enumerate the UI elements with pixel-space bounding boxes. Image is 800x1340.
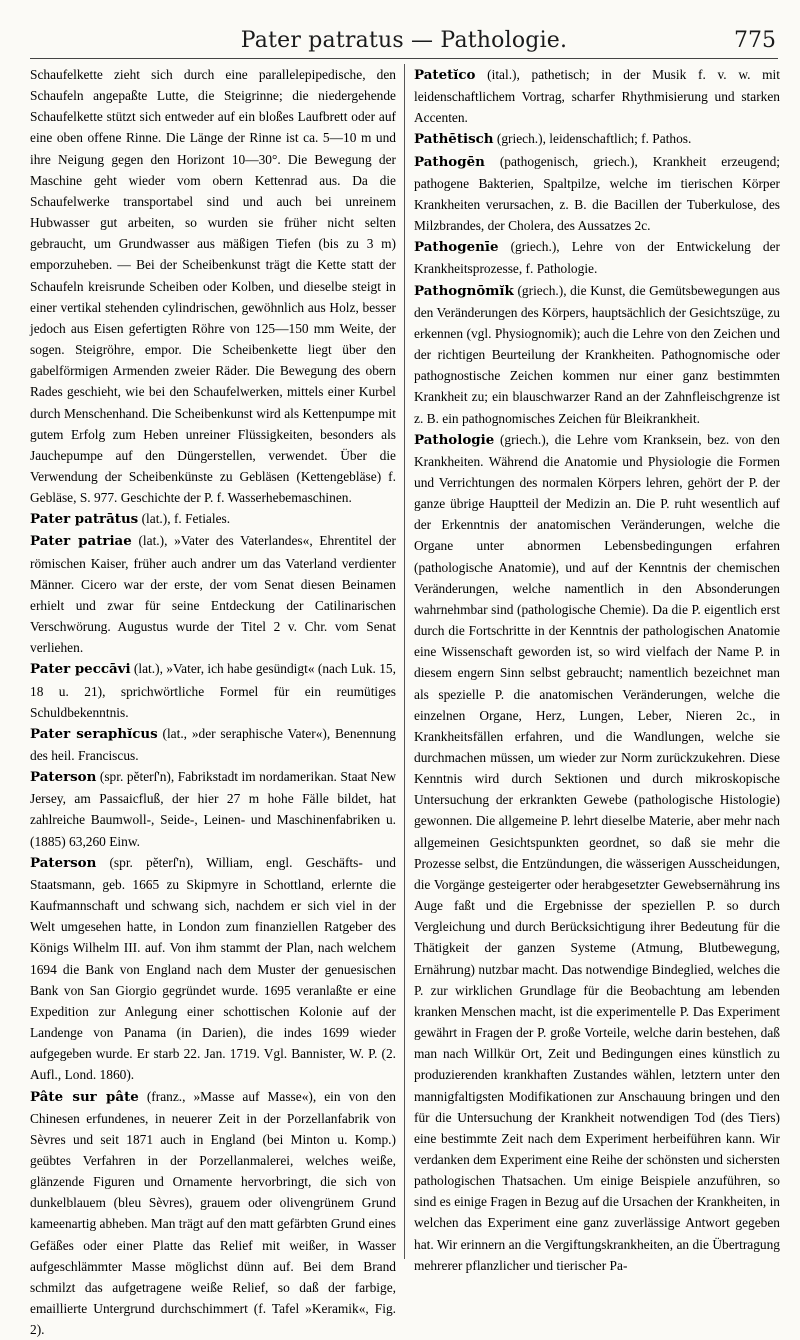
entry-headword: Paterson bbox=[30, 769, 96, 785]
entry-headword: Patetĭco bbox=[414, 67, 475, 83]
entry-headword: Pâte sur pâte bbox=[30, 1089, 139, 1105]
entry-text: (griech.), Lehre von der Entwickelung der Krankheitsprozesse, f. Pathologie. bbox=[414, 239, 780, 276]
entry-pater-patriae bbox=[30, 530, 396, 658]
page-header bbox=[30, 22, 778, 59]
entry-headword: Paterson bbox=[30, 855, 96, 871]
entry-headword: Pater peccāvi bbox=[30, 661, 131, 677]
entry-patetico bbox=[414, 64, 780, 128]
entry-pater-patratus bbox=[30, 508, 396, 530]
entry-headword: Pathētisch bbox=[414, 131, 494, 147]
continued-paragraph: Schaufelkette zieht sich durch eine parallelepipedische, den Schaufeln angepaßte Lutte, die Steigrinne; die niedergehende Schaufelkette stützt sich entweder auf ein bloßes Laufbrett oder auf eine oben offene Rinne. Die Länge der Rinne ist ca. 5—10 m und ihre Neigung gegen den Horizont 10—30°. Die Bewegung der Maschine geht wieder vom obern Kettenrad aus. Da die Schaufelwerke transportabel sind und auch bei unreinem Hubwasser gut arbeiten, so wurden sie früher nicht selten gebraucht, um Grundwasser aus mäßigen Tiefen (bis zu 3 m) emporzuheben. — Bei der Scheibenkunst trägt die Kette statt der Schaufeln kreisrunde Scheiben oder Kolben, und dieselbe steigt in einer vertikal stehenden cylindrischen, gewöhnlich aus Holz, besser jedoch aus Eisen gefertigten Röhre von 125—150 mm Weite, der sogen. Steigröhre, empor. Die Scheibenkette liegt über den gabelförmigen Armenden zweier Räder. Die Bewegung des obern Rades geschieht, wie bei den Schaufelwerken, mittels einer Kurbel durch Menschenhand. Die Scheibenkunst wird als Kettenpumpe mit gutem Erfolg zum Heben unreiner Flüssigkeiten, besonders als Jauchepumpe auf den Düngerstellen, verwendet. Über die Verwendung der Scheibenkünste zu Gebläsen (Kettengebläse) f. Gebläse, S. 977. Geschichte der P. f. Wasserhebemaschinen. bbox=[30, 64, 396, 508]
text-columns bbox=[30, 64, 778, 1259]
running-title: Pater patratus — Pathologie. bbox=[30, 28, 778, 53]
entry-headword: Pathognōmĭk bbox=[414, 283, 514, 299]
entry-text: (griech.), die Kunst, die Gemütsbewegungen aus den Veränderungen des Körpers, hauptsächlich der Gesichtszüge, zu erkennen (vgl. Physiognomik); auch die Lehre von den Zeichen und der richtigen Beurteilung der Krankheiten. Pathognomische oder pathognostische Zeichen kommen nur einer ganz bestimmten Krankheit zu; ein blauschwarzer Rand an der Zahnfleischgrenze ist z. B. ein pathognomisches Zeichen für Bleikrankheit. bbox=[414, 283, 780, 426]
entry-headword: Pater patrātus bbox=[30, 511, 138, 527]
entry-text: (pathogenisch, griech.), Krankheit erzeugend; pathogene Bakterien, Spaltpilze, welche im tierischen Körper Krankheiten verursachen, z. B. die Bacillen der Tuberkulose, des Milzbrandes, der Cholera, des Aussatzes 2c. bbox=[414, 154, 780, 233]
entry-pathologie bbox=[414, 429, 780, 1276]
entry-headword: Pathologie bbox=[414, 432, 494, 448]
entry-pathogenie bbox=[414, 236, 780, 279]
entry-pate-sur-pate bbox=[30, 1086, 396, 1340]
entry-text: (franz., »Masse auf Masse«), ein von den Chinesen erfundenes, in neuerer Zeit in der Porzellanfabrik von Sèvres und seit 1871 auch in England (bei Minton u. Komp.) geübtes Verfahren in der Porzellanmalerei, welches weiße, glänzende Figuren und Ornamente hervorbringt, die sich von dunkelblauem (bleu Sèvres), grauem oder olivengrünem Grund kameenartig abheben. Man trägt auf den matt gefärbten Grund eines Gefäßes oder einer Platte das Relief mit weißer, in Wasser aufgeschlämmter Masse möglichst dünn auf. Bei dem Brand schmilzt das aufgetragene weiße Relief, so daß der farbige, emaillierte Untergrund durchschimmert (f. Tafel »Keramik«, Fig. 2). bbox=[30, 1089, 396, 1338]
column-divider bbox=[404, 64, 405, 1259]
right-column bbox=[414, 64, 780, 1259]
entry-paterson-william bbox=[30, 852, 396, 1086]
page-number: 775 bbox=[734, 28, 776, 53]
entry-pater-seraphicus bbox=[30, 723, 396, 766]
entry-text: (spr. pĕterſ'n), Fabrikstadt im nordamerikan. Staat New Jersey, am Passaicfluß, der hier 27 m hohe Fälle bildet, hat zahlreiche Baumwoll-, Seide-, Leinen- und Maschinenfabriken u. (1885) 63,260 Einw. bbox=[30, 769, 396, 848]
left-column bbox=[30, 64, 396, 1259]
entry-headword: Pater patriae bbox=[30, 533, 132, 549]
entry-pathetisch bbox=[414, 128, 780, 150]
entry-pathogen bbox=[414, 151, 780, 237]
entry-text: (spr. pĕterſ'n), William, engl. Geschäfts- und Staatsmann, geb. 1665 zu Skipmyre in Schottland, erlernte die Kaufmannschaft und schwang sich, nachdem er sich viel in der Welt umgesehen hatte, in London zum finanziellen Ratgeber des Königs Wilhelm III. auf. Von ihm stammt der Plan, nach welchem 1694 die Bank von England nach dem Muster der genuesischen Bank von San Giorgio gegründet wurde. 1695 veranlaßte er eine Expedition zur Anlegung einer schottischen Kolonie auf der Landenge von Panama (in Darien), die indes 1699 wieder aufgegeben wurde. Er starb 22. Jan. 1719. Vgl. Bannister, W. P. (2. Aufl., Lond. 1860). bbox=[30, 855, 396, 1083]
entry-headword: Pathogēn bbox=[414, 154, 485, 170]
entry-pathognomik bbox=[414, 280, 780, 429]
entry-pater-peccavi bbox=[30, 658, 396, 722]
entry-headword: Pathogenīe bbox=[414, 239, 498, 255]
entry-text: (lat.), »Vater, ich habe gesündigt« (nach Luk. 15, 18 u. 21), sprichwörtliche Formel für ein reumütiges Schuldbekenntnis. bbox=[30, 661, 396, 719]
entry-text: (lat.), f. Fetiales. bbox=[142, 511, 231, 526]
entry-text: (griech.), die Lehre vom Kranksein, bez. von den Krankheiten. Während die Anatomie und Physiologie die Formen und Verrichtungen des normalen Körpers lehren, gehört der P. der ganze übrige Hauptteil der Medizin an. Die P. ruht wesentlich auf der Erkenntnis der anatomischen Veränderungen, welche die Organe unter abnormen Lebensbedingungen erfahren (pathologische Anatomie), und auf der Kenntnis der chemischen Veränderungen, welche namentlich in den Absonderungen wahrnehmbar sind (pathologische Chemie). Da die P. eigentlich erst durch die Fortschritte in der Kenntnis der pathologischen Anatomie eine Wissenschaft geworden ist, so wird vielfach der Name P. in diesem engern Sinn selbst gebraucht; namentlich bezeichnet man als spezielle P. die anatomischen Veränderungen, welche die einzelnen Organe, Herz, Lungen, Leber, Nieren 2c., in Krankheitsfällen erfahren, und die Wandlungen, welche sie durchmachen müssen, um wieder zur Norm zurückzukehren. Diese Kenntnis wird durch Sektionen und durch mikroskopische Untersuchung der erkrankten Gewebe (pathologische Histologie) gewonnen. Die allgemeine P. lehrt dieselbe Materie, aber mehr nach allgemeinen Gesichtspunkten geordnet, so daß sie mehr die Prozesse selbst, die Entzündungen, die wässerigen Ausscheidungen, die Vorgänge gesteigerter oder herabgesetzter Gewebsernährung ins Auge faßt und die Ergebnisse der speziellen P. so durch Vergleichung und durch Berücksichtigung ihrer Bedeutung für die Thätigkeit der ganzen Systeme (Atmung, Blutbewegung, Ernährung) nutzbar macht. Das notwendige Bindeglied, welches die P. zur wirklichen Grundlage für die Beobachtung am lebenden kranken Menschen macht, ist die experimentelle P. Das Experiment gewährt in Fragen der P. große Vorteile, welche darin bestehen, daß man nach Willkür Ort, Zeit und Bedingungen eines künstlich zu produzierenden krankhaften Zustandes wählen, letztern unter den mannigfaltigsten Modifikationen zur Anschauung bringen und den für die Untersuchung der Krankheit notwendigen Tod (des Tiers) eine bestimmte Zeit nach dem Experiment herbeiführen kann. Wir verdanken dem Experiment eine Reihe der schönsten und sichersten pathologischen Thatsachen. Um einige Beispiele anzuführen, so sind es einige Fragen in Bezug auf die Ursachen der Krankheiten, in welchen das Experiment eine ganz zuverlässige Antwort gegeben hat. Wir erinnern an die Vergiftungskrankheiten, an die Übertragung mehrerer pflanzlicher und tierischer Pa- bbox=[414, 432, 780, 1273]
entry-text: (lat., »der seraphische Vater«), Benennung des heil. Franciscus. bbox=[30, 726, 396, 763]
entry-text: (lat.), »Vater des Vaterlandes«, Ehrentitel der römischen Kaiser, früher auch andrer um das Vaterland verdienter Männer. Cicero war der erste, der vom Senat diesen Beinamen erhielt und zwar für seine Entdeckung der Catilinarischen Verschwörung. Augustus wurde der Titel 2 v. Chr. vom Senat verliehen. bbox=[30, 533, 396, 655]
entry-headword: Pater seraphĭcus bbox=[30, 726, 158, 742]
entry-paterson-city bbox=[30, 766, 396, 852]
entry-text: (griech.), leidenschaftlich; f. Pathos. bbox=[497, 131, 691, 146]
entry-text: (ital.), pathetisch; in der Musik f. v. w. mit leidenschaftlichem Vortrag, scharfer Rhythmisierung und starken Accenten. bbox=[414, 67, 780, 125]
